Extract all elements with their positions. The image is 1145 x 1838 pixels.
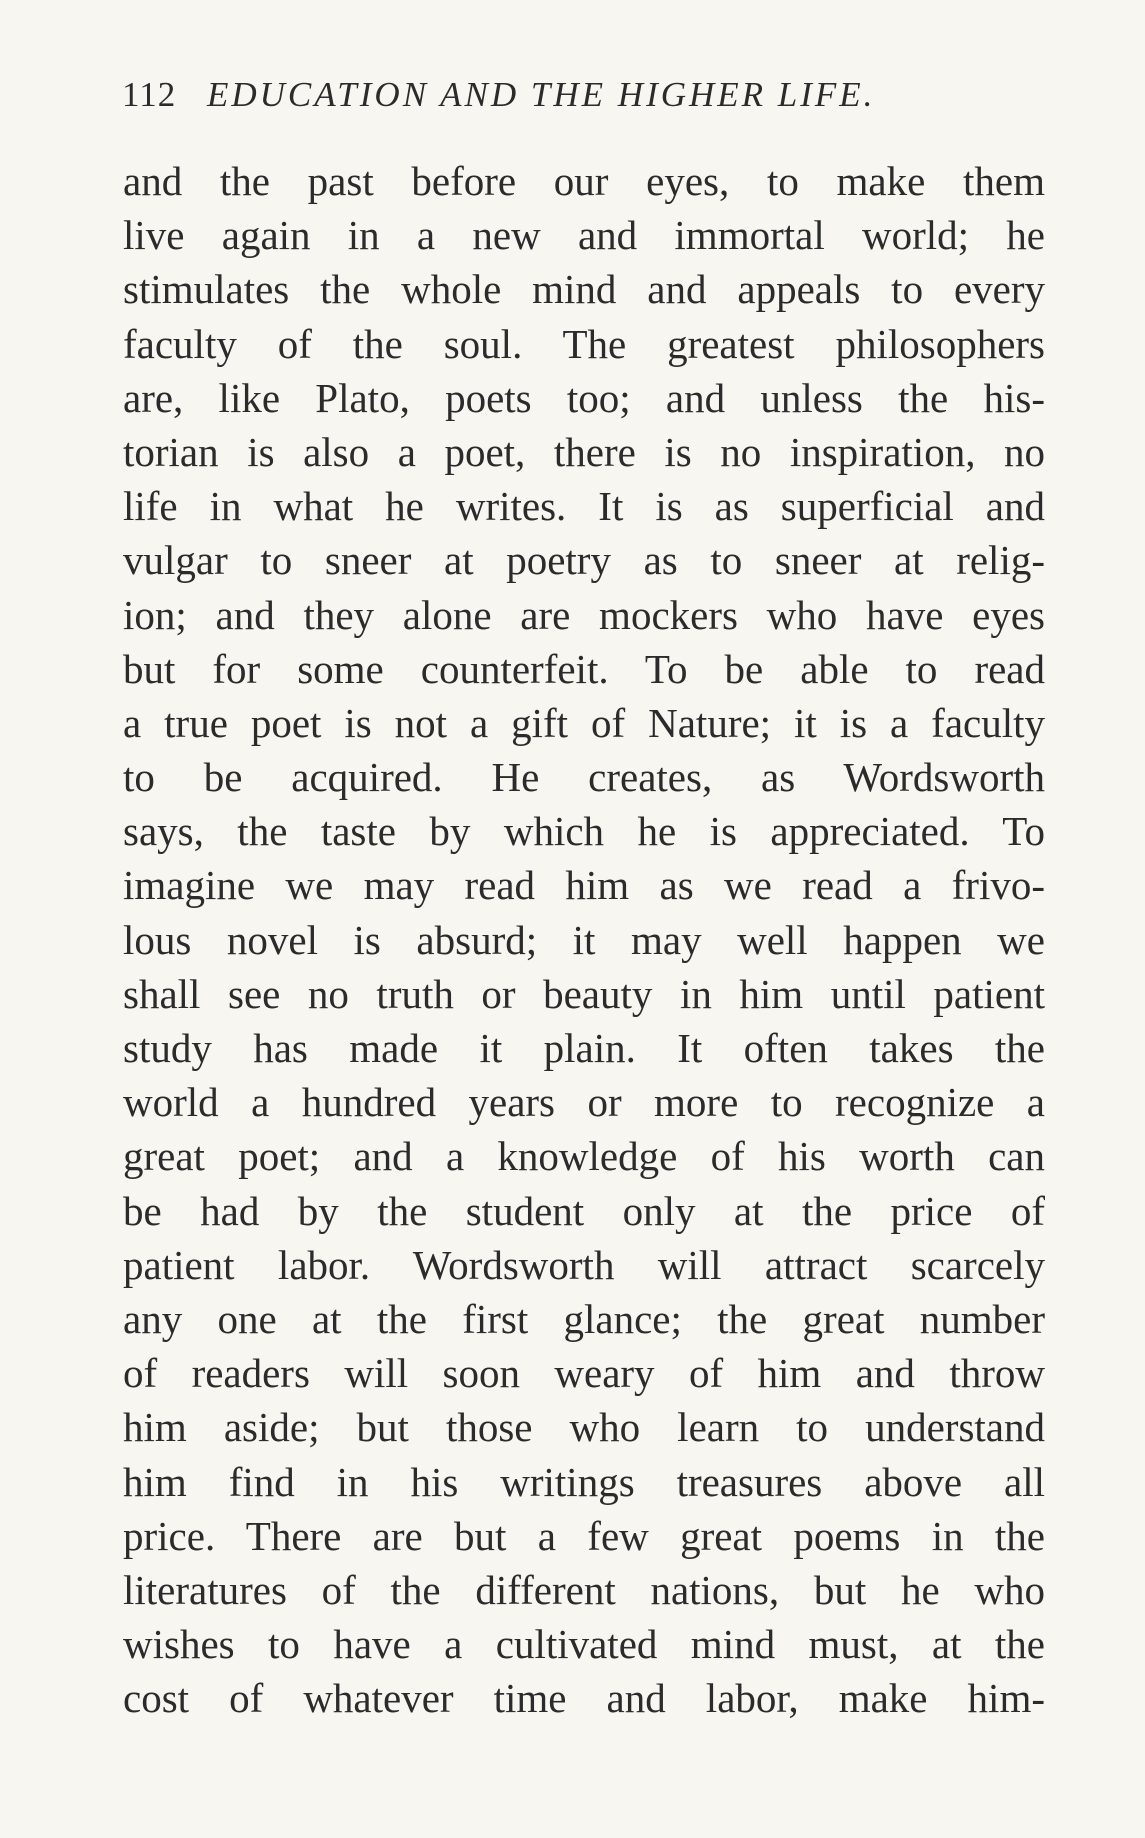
text-line: patient labor. Wordsworth will attract scarcely (123, 1241, 1045, 1288)
text-line: study has made it plain. It often takes the (123, 1025, 1045, 1071)
text-line: wishes to have a cultivated mind must, at the (123, 1621, 1045, 1668)
running-title: EDUCATION AND THE HIGHER LIFE. (206, 75, 876, 114)
text-line: shall see no truth or beauty in him until patient (123, 970, 1045, 1017)
running-head (122, 70, 1022, 120)
text-line: stimulates the whole mind and appeals to every (123, 266, 1045, 313)
text-line: be had by the student only at the price of (123, 1187, 1045, 1234)
text-line: world a hundred years or more to recognize a (123, 1079, 1045, 1126)
text-line: price. There are but a few great poems in the (123, 1512, 1045, 1559)
text-line: to be acquired. He creates, as Wordsworth (123, 754, 1045, 801)
text-line: him find in his writings treasures above all (123, 1458, 1045, 1505)
text-line: but for some counterfeit. To be able to read (123, 645, 1045, 692)
text-line: a true poet is not a gift of Nature; it is a faculty (123, 699, 1045, 746)
text-line: great poet; and a knowledge of his worth can (123, 1133, 1045, 1180)
text-line: and the past before our eyes, to make them (123, 158, 1045, 204)
text-line: ion; and they alone are mockers who have eyes (123, 591, 1045, 638)
text-line: of readers will soon weary of him and throw (123, 1350, 1045, 1397)
text-line: any one at the first glance; the great number (123, 1295, 1045, 1342)
text-line: cost of whatever time and labor, make him- (123, 1675, 1045, 1722)
text-line: life in what he writes. It is as superficial and (123, 483, 1045, 530)
text-line: literatures of the different nations, but he who (123, 1566, 1045, 1613)
text-line: torian is also a poet, there is no inspiration, no (123, 428, 1045, 475)
text-line: faculty of the soul. The greatest philosophers (123, 320, 1045, 367)
text-line: vulgar to sneer at poetry as to sneer at relig- (123, 537, 1045, 584)
text-line: imagine we may read him as we read a frivo- (123, 862, 1045, 909)
page-number: 112 (122, 75, 177, 114)
text-line: lous novel is absurd; it may well happen we (123, 916, 1045, 963)
text-line: him aside; but those who learn to understand (123, 1404, 1045, 1451)
text-line: are, like Plato, poets too; and unless the his- (123, 374, 1045, 421)
text-line: live again in a new and immortal world; he (123, 212, 1045, 259)
body-text (123, 154, 1045, 1725)
text-line: says, the taste by which he is appreciated. To (123, 808, 1045, 855)
